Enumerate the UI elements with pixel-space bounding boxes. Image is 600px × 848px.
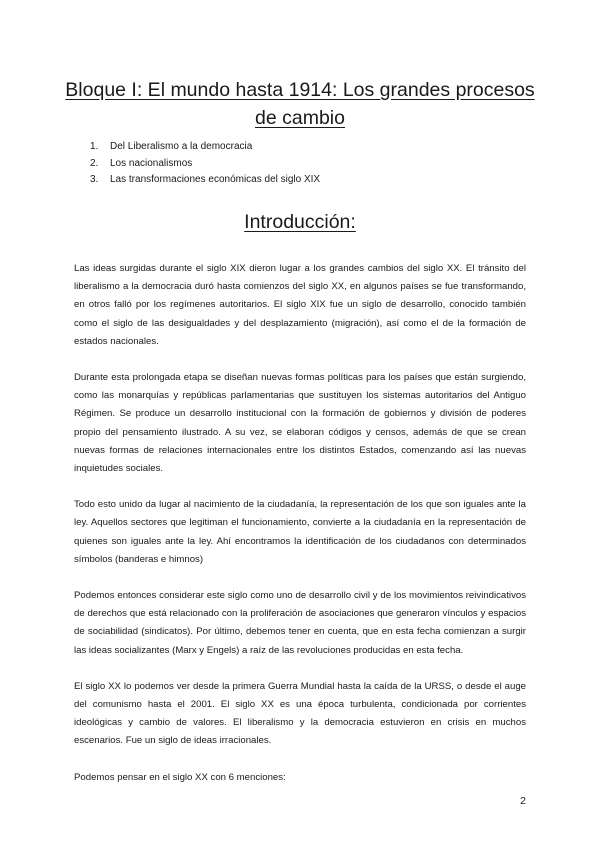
outline-item-text: Los nacionalismos [110,157,193,169]
document-title: Bloque I: El mundo hasta 1914: Los grandes procesos de cambio [65,79,535,129]
paragraph: El siglo XX lo podemos ver desde la primera Guerra Mundial hasta la caída de la URSS, o desde el auge del comunismo hasta el 2001. El siglo XX es una época turbulenta, condicionada por corrientes ideológicas y cambio de valores. El liberalismo y la democracia estuvieron en crisis en muchos escenarios. Fue un siglo de ideas irracionales. [74,680,526,747]
outline-item-number: 2. [90,157,99,169]
page-number: 2 [520,795,526,807]
body-text [74,260,526,805]
paragraph: Todo esto unido da lugar al nacimiento de la ciudadanía, la representación de los que son iguales ante la ley. Aquellos sectores que legitiman el funcionamiento, convierte a la ciudadanía en la representación de quienes son iguales ante la ley. Ahí encontramos la identificación de los ciudadanos con determinados símbolos (banderas e himnos) [74,499,526,565]
outline-item-text: Las transformaciones económicas del siglo XIX [110,174,321,185]
paragraph: Las ideas surgidas durante el siglo XIX dieron lugar a los grandes cambios del siglo XX. El tránsito del liberalismo a la democracia duró hasta comienzos del siglo XX, en algunos países se fue transformando, en otros falló por los regímenes autoritarios. El siglo XIX fue un siglo de desarrollo, conocido también como el siglo de las desigualdades y del desplazamiento (migración), así como el de la formación de estados nacionales. [74,263,526,347]
topic-outline [90,139,320,189]
outline-item-number: 1. [90,141,99,152]
outline-item-number: 3. [90,174,99,185]
outline-item [90,172,320,189]
outline-item [90,156,320,173]
paragraph: Podemos pensar en el siglo XX con 6 menciones: [74,771,286,783]
paragraph: Podemos entonces considerar este siglo como uno de desarrollo civil y de los movimientos reivindicativos de derechos que está relacionado con la proliferación de asociaciones que generaron vínculos y espacios de sociabilidad (sindicatos). Por último, debemos tener en cuenta, que en esta fecha comienzan a surgir las ideas socializantes (Marx y Engels) a raíz de las revoluciones producidas en esta fecha. [74,590,526,656]
paragraph: Durante esta prolongada etapa se diseñan nuevas formas políticas para los países que están surgiendo, como las monarquías y repúblicas parlamentarias que sustituyen los sistemas autoritarios del Antiguo Régimen. Se produce un desarrollo institucional con la formación de gobiernos y división de poderes propio del pensamiento ilustrado. A su vez, se elaboran códigos y censos, además de que se crean nuevas formas de relaciones internacionales entre los distintos Estados, comenzando así las nuevas inquietudes sociales. [74,372,526,475]
outline-item [90,139,320,156]
section-heading: Introducción: [244,211,356,233]
outline-item-text: Del Liberalismo a la democracia [110,141,253,152]
